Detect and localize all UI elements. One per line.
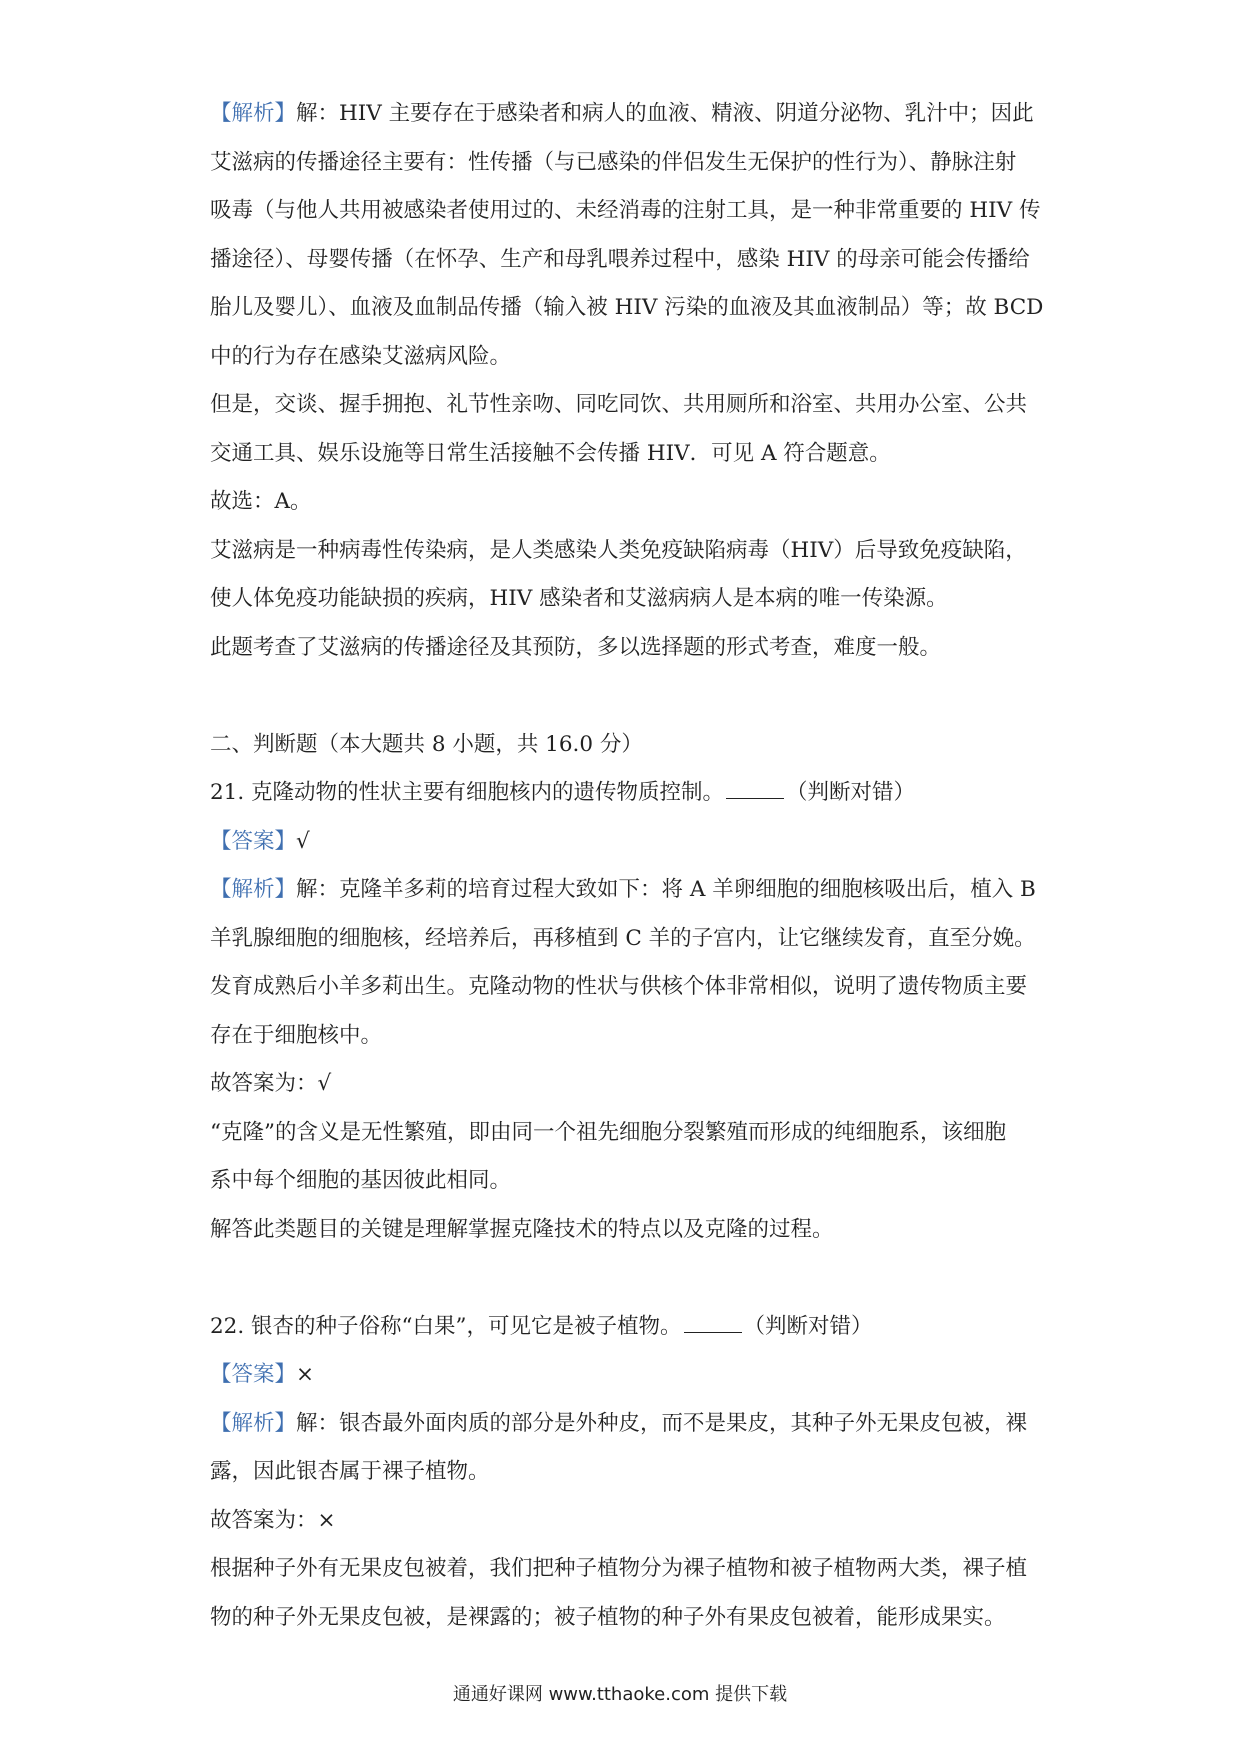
analysis-tag: 【解析】 [210,877,297,902]
answer-blank [726,780,784,799]
question-22 [210,1303,1040,1352]
analysis-line: 吸毒（与他人共用被感染者使用过的、未经消毒的注射工具，是一种非常重要的 HIV 传 [210,198,1041,223]
question-text: 21. 克隆动物的性状主要有细胞核内的遗传物质控制。 [210,780,725,805]
spacer [210,672,1040,721]
analysis-line: 艾滋病的传播途径主要有：性传播（与已感染的伴侣发生无保护的性行为）、静脉注射 [210,149,1017,175]
spacer [210,1254,1040,1303]
analysis-line: 发育成熟后小羊多莉出生。克隆动物的性状与供核个体非常相似，说明了遗传物质主要 [210,974,1028,999]
analysis-line [210,90,1040,139]
analysis-line: 但是，交谈、握手拥抱、礼节性亲吻、同吃同饮、共用厕所和浴室、共用办公室、公共 [210,392,1028,417]
page-footer: 通通好课网 www.tthaoke.com 提供下载 [452,1684,788,1705]
analysis-line: 故答案为：× [210,1507,336,1533]
question-text: 22. 银杏的种子俗称“白果”，可见它是被子植物。 [210,1313,682,1339]
analysis-line: 露，因此银杏属于裸子植物。 [210,1459,490,1484]
analysis-line: 中的行为存在感染艾滋病风险。 [210,343,512,369]
analysis-tag: 【解析】 [210,101,297,126]
question-21 [210,769,1040,818]
answer-line [210,818,1040,867]
analysis-line: 故答案为：√ [210,1071,332,1096]
analysis-line: 根据种子外有无果皮包被着，我们把种子植物分为裸子植物和被子植物两大类，裸子植 [210,1556,1028,1581]
answer-blank [684,1314,742,1333]
question-suffix: （判断对错） [743,1313,873,1339]
analysis-line: 使人体免疫功能缺损的疾病，HIV 感染者和艾滋病病人是本病的唯一传染源。 [210,586,948,611]
answer-tag: 【答案】 [210,1362,297,1387]
analysis-line: “克隆”的含义是无性繁殖，即由同一个祖先细胞分裂繁殖而形成的纯细胞系，该细胞 [210,1119,1006,1145]
answer-value: × [296,1362,315,1387]
analysis-line: 艾滋病是一种病毒性传染病，是人类感染人类免疫缺陷病毒（HIV）后导致免疫缺陷， [210,537,1027,563]
analysis-tag: 【解析】 [210,1410,297,1436]
section-heading: 二、判断题（本大题共 8 小题，共 16.0 分） [210,731,643,757]
answer-tag: 【答案】 [210,828,297,854]
analysis-line: 播途径）、母婴传播（在怀孕、生产和母乳喂养过程中，感染 HIV 的母亲可能会传播给 [210,246,1030,272]
analysis-line: 此题考查了艾滋病的传播途径及其预防，多以选择题的形式考查，难度一般。 [210,634,942,660]
analysis-line: 故选：A。 [210,489,312,514]
analysis-line: 存在于细胞核中。 [210,1022,383,1048]
analysis-text: 解：银杏最外面肉质的部分是外种皮，而不是果皮，其种子外无果皮包被，裸 [296,1410,1028,1436]
analysis-text: 解：克隆羊多莉的培育过程大致如下：将 A 羊卵细胞的细胞核吸出后，植入 B [296,877,1036,902]
analysis-line: 系中每个细胞的基因彼此相同。 [210,1168,512,1193]
analysis-line: 物的种子外无果皮包被，是裸露的；被子植物的种子外有果皮包被着，能形成果实。 [210,1604,1006,1630]
answer-value: √ [296,828,310,854]
analysis-text: 解：HIV 主要存在于感染者和病人的血液、精液、阴道分泌物、乳汁中；因此 [296,101,1034,126]
document-body [210,90,1044,1642]
analysis-line: 胎儿及婴儿）、血液及血制品传播（输入被 HIV 污染的血液及其血液制品）等；故 BCD [210,295,1044,320]
answer-line [210,1351,1040,1400]
analysis-line [210,1400,1040,1449]
analysis-line: 羊乳腺细胞的细胞核，经培养后，再移植到 C 羊的子宫内，让它继续发育，直至分娩。 [210,925,1036,951]
analysis-line: 解答此类题目的关键是理解掌握克隆技术的特点以及克隆的过程。 [210,1216,834,1242]
analysis-line: 交通工具、娱乐设施等日常生活接触不会传播 HIV．可见 A 符合题意。 [210,440,891,466]
analysis-line [210,866,1040,915]
question-suffix: （判断对错） [786,780,916,805]
